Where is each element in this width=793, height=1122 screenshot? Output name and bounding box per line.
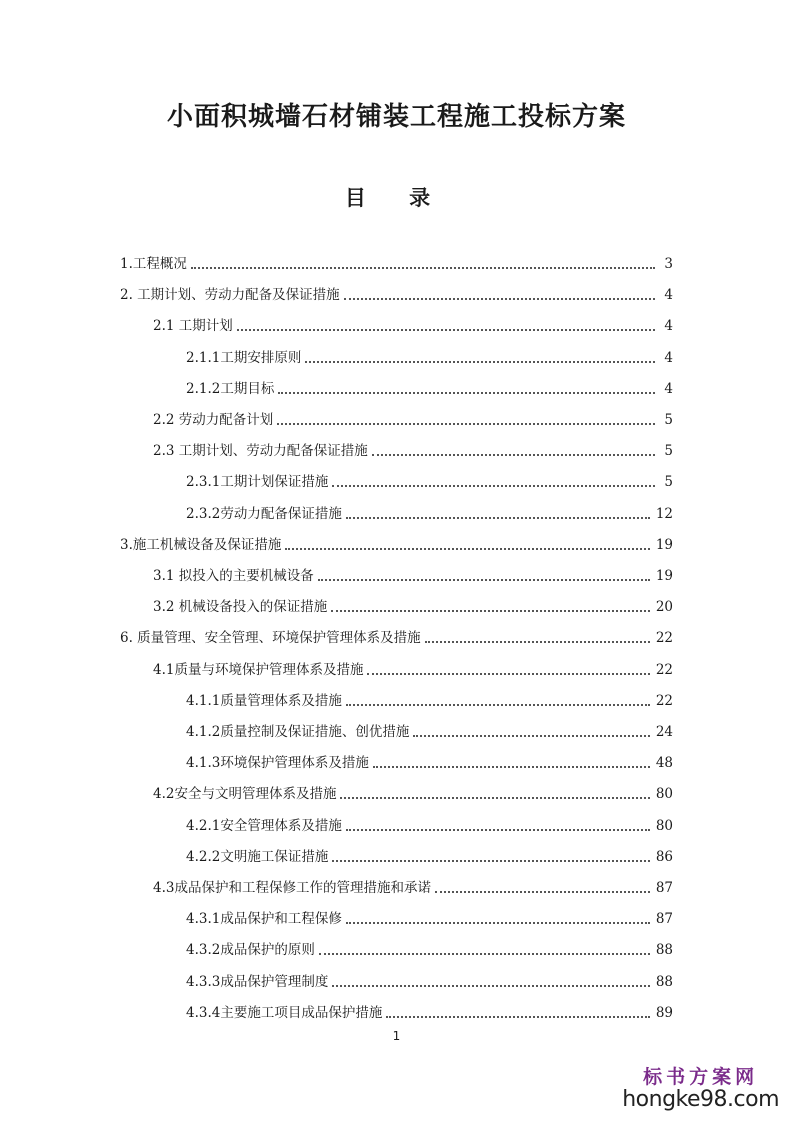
toc-entry-page: 22	[655, 692, 673, 709]
toc-entry-page: 88	[655, 973, 673, 990]
toc-entry[interactable]	[186, 749, 673, 771]
toc-entry-label: 2. 工期计划、劳动力配备及保证措施	[120, 287, 340, 304]
watermark-url: hongke98.com	[622, 1086, 779, 1112]
toc-entry-page: 20	[655, 599, 673, 616]
toc-dot-leader	[435, 890, 650, 893]
toc-entry[interactable]	[153, 780, 673, 802]
toc-dot-leader	[344, 297, 655, 300]
toc-entry[interactable]	[186, 812, 673, 834]
toc-entry[interactable]	[186, 843, 673, 865]
toc-dot-leader	[373, 765, 650, 768]
toc-dot-leader	[340, 796, 649, 799]
toc-entry-page: 12	[655, 505, 673, 522]
watermark-logo	[622, 1068, 779, 1111]
toc-entry-page: 5	[664, 412, 673, 428]
toc-entry-label: 2.1 工期计划	[153, 318, 233, 335]
toc-dot-leader	[367, 672, 649, 675]
toc-entry-page: 4	[664, 380, 673, 397]
toc-entry-page: 89	[655, 1004, 673, 1021]
toc-dot-leader	[346, 703, 650, 706]
toc-entry[interactable]	[153, 406, 673, 428]
toc-entry-label: 2.3.2劳动力配备保证措施	[186, 505, 342, 522]
toc-dot-leader	[237, 328, 655, 331]
toc-dot-leader	[278, 391, 655, 394]
toc-entry[interactable]	[186, 936, 673, 958]
toc-dot-leader	[346, 828, 650, 831]
toc-entry-page: 19	[655, 568, 673, 584]
toc-entry[interactable]	[186, 718, 673, 740]
toc-entry-page: 88	[655, 942, 673, 959]
page-number: 1	[392, 1029, 401, 1043]
toc-entry-label: 3.1 拟投入的主要机械设备	[153, 568, 314, 584]
toc-entry-label: 4.1质量与环境保护管理体系及措施	[153, 661, 364, 678]
toc-entry[interactable]	[186, 905, 673, 927]
toc-entry[interactable]	[186, 999, 673, 1021]
toc-entry-label: 3.施工机械设备及保证措施	[120, 536, 282, 553]
toc-entry-label: 4.3.3成品保护管理制度	[186, 973, 329, 990]
toc-entry[interactable]	[186, 344, 673, 366]
toc-entry-page: 87	[655, 911, 673, 928]
toc-entry-page: 5	[664, 474, 673, 491]
toc-entry-page: 19	[655, 536, 673, 553]
toc-entry[interactable]	[120, 531, 673, 553]
toc-dot-leader	[346, 921, 650, 924]
toc-entry[interactable]	[153, 437, 673, 459]
toc-entry-page: 4	[664, 287, 673, 304]
toc-entry-page: 80	[655, 786, 673, 803]
toc-dot-leader	[413, 734, 649, 737]
toc-entry[interactable]	[186, 968, 673, 990]
toc-entry[interactable]	[153, 562, 673, 584]
toc-entry-label: 4.1.1质量管理体系及措施	[186, 692, 342, 709]
toc-entry-label: 4.3.2成品保护的原则	[186, 942, 315, 959]
toc-dot-leader	[386, 1015, 649, 1018]
toc-entry-label: 4.2.2文明施工保证措施	[186, 848, 329, 865]
toc-dot-leader	[331, 609, 650, 612]
toc-entry-label: 2.2 劳动力配备计划	[153, 412, 274, 428]
toc-entry-page: 87	[655, 880, 673, 896]
toc-entry-page: 48	[655, 755, 673, 772]
toc-dot-leader	[318, 578, 650, 581]
toc-entry[interactable]	[153, 593, 673, 615]
toc-dot-leader	[191, 266, 655, 269]
toc-dot-leader	[346, 516, 650, 519]
toc-entry-page: 5	[664, 443, 673, 460]
toc-entry-label: 2.1.2工期目标	[186, 380, 275, 397]
toc-entry[interactable]	[186, 375, 673, 397]
toc-dot-leader	[332, 984, 649, 987]
toc-entry-label: 4.1.3环境保护管理体系及措施	[186, 755, 369, 772]
toc-entry-label: 1.工程概况	[120, 256, 187, 272]
toc-entry-page: 86	[655, 848, 673, 865]
toc-dot-leader	[332, 859, 649, 862]
toc-entry-label: 4.3.4主要施工项目成品保护措施	[186, 1004, 383, 1021]
document-title: 小面积城墙石材铺装工程施工投标方案	[166, 102, 626, 132]
toc-entry-label: 6. 质量管理、安全管理、环境保护管理体系及措施	[120, 630, 421, 647]
toc-dot-leader	[332, 484, 655, 487]
toc-entry[interactable]	[186, 468, 673, 490]
toc-entry-label: 2.1.1工期安排原则	[186, 349, 302, 366]
toc-entry[interactable]	[120, 281, 673, 303]
toc-dot-leader	[425, 640, 650, 643]
toc-entry-page: 4	[664, 349, 673, 366]
toc-entry-page: 4	[664, 318, 673, 335]
toc-entry-label: 4.2.1安全管理体系及措施	[186, 817, 342, 834]
toc-entry-label: 4.2安全与文明管理体系及措施	[153, 786, 337, 803]
toc-entry-label: 4.3成品保护和工程保修工作的管理措施和承诺	[153, 880, 431, 896]
toc-entry-page: 22	[655, 661, 673, 678]
toc-entry-label: 4.1.2质量控制及保证措施、创优措施	[186, 724, 410, 740]
toc-dot-leader	[277, 422, 655, 425]
toc-entry-label: 3.2 机械设备投入的保证措施	[153, 599, 328, 616]
toc-entry[interactable]	[153, 312, 673, 334]
toc-dot-leader	[285, 547, 649, 550]
toc-entry-label: 2.3.1工期计划保证措施	[186, 474, 329, 491]
toc-entry[interactable]	[120, 250, 673, 272]
toc-heading: 目 录	[344, 185, 449, 210]
toc-entry-page: 24	[655, 724, 673, 740]
toc-entry-page: 22	[655, 630, 673, 647]
toc-dot-leader	[372, 453, 655, 456]
toc-entry-page: 3	[664, 256, 673, 272]
toc-entry-label: 2.3 工期计划、劳动力配备保证措施	[153, 443, 368, 460]
toc-dot-leader	[319, 952, 650, 955]
toc-entry-label: 4.3.1成品保护和工程保修	[186, 911, 342, 928]
toc-entry[interactable]	[153, 656, 673, 678]
toc-entry[interactable]	[120, 624, 673, 646]
toc-entry[interactable]	[153, 874, 673, 896]
toc-entry-page: 80	[655, 817, 673, 834]
watermark-chinese: 标书方案网	[643, 1066, 759, 1088]
toc-dot-leader	[305, 360, 655, 363]
toc-entry[interactable]	[186, 687, 673, 709]
toc-entry[interactable]	[186, 500, 673, 522]
